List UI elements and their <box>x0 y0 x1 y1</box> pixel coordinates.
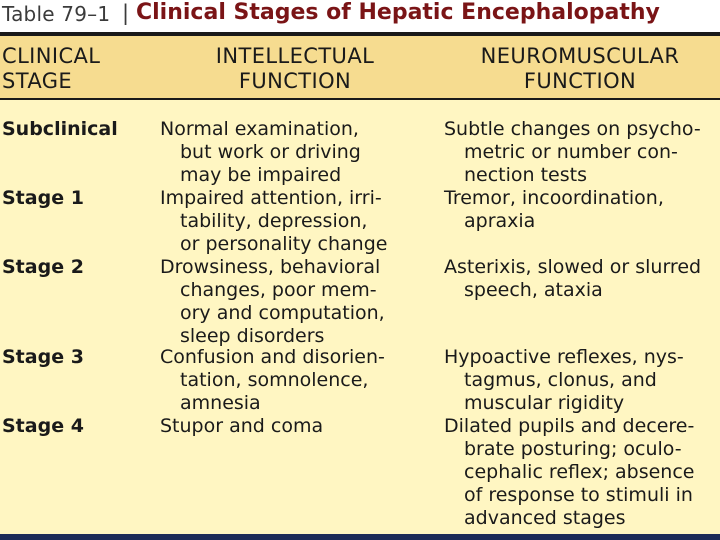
table-heading: Clinical Stages of Hepatic Encephalopathy <box>136 0 660 25</box>
row-stage-4-intellectual: Stupor and coma <box>160 415 324 437</box>
row-stage-1-intellectual: Impaired attention, irri- tability, depression, or personality change <box>160 187 388 255</box>
table-title-bar <box>0 0 720 32</box>
row-stage-2-stage: Stage 2 <box>2 256 84 278</box>
table-number: Table 79–1 <box>2 2 111 26</box>
row-stage-1-neuromuscular: Tremor, incoordination, apraxia <box>444 187 664 232</box>
row-subclinical-stage: Subclinical <box>2 118 118 140</box>
row-stage-3-neuromuscular: Hypoactive reflexes, nys- tagmus, clonus, and muscular rigidity <box>444 346 684 414</box>
row-stage-2-neuromuscular: Asterixis, slowed or slurred speech, ataxia <box>444 256 702 301</box>
header-intellectual-function: INTELLECTUAL FUNCTION <box>215 44 375 93</box>
row-stage-4-stage: Stage 4 <box>2 415 84 437</box>
row-stage-1-stage: Stage 1 <box>2 187 84 209</box>
title-separator: | <box>122 1 130 25</box>
bottom-bar <box>0 534 720 540</box>
row-stage-3-stage: Stage 3 <box>2 346 84 368</box>
header-rule <box>0 98 720 100</box>
row-stage-4-neuromuscular: Dilated pupils and decere- brate posturing; oculo- cephalic reflex; absence of response to stimuli in advanced stages <box>444 415 695 529</box>
header-clinical-stage: CLINICAL STAGE <box>2 44 101 93</box>
row-subclinical-intellectual: Normal examination, but work or driving may be impaired <box>160 118 361 186</box>
row-stage-2-intellectual: Drowsiness, behavioral changes, poor mem- ory and computation, sleep disorders <box>160 256 385 347</box>
header-neuromuscular-function: NEUROMUSCULAR FUNCTION <box>480 44 680 93</box>
row-subclinical-neuromuscular: Subtle changes on psycho- metric or number con- nection tests <box>444 118 701 186</box>
row-stage-3-intellectual: Confusion and disorien- tation, somnolence, amnesia <box>160 346 385 414</box>
